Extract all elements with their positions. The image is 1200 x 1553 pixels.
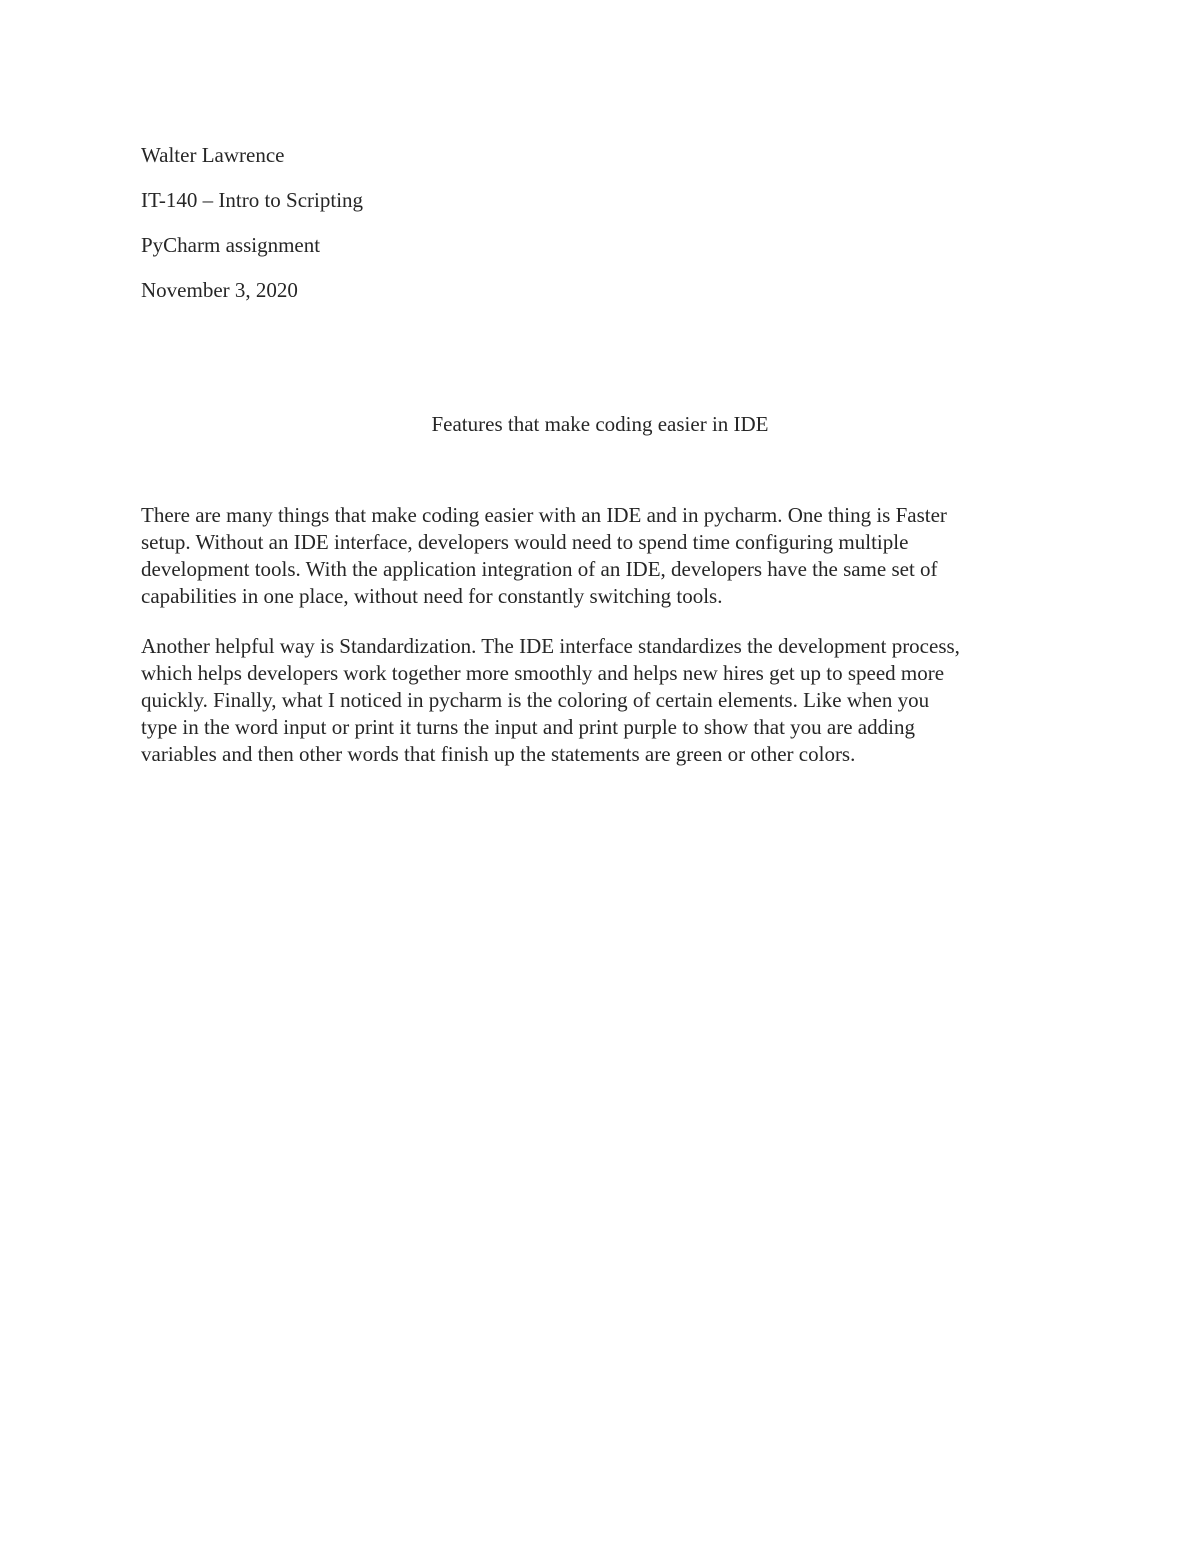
paragraph-line: variables and then other words that finish up the statements are green or other colors. [141, 742, 856, 766]
document-date: November 3, 2020 [141, 278, 298, 302]
paragraph-line: type in the word input or print it turns the input and print purple to show that you are adding [141, 715, 915, 739]
paragraph-line: There are many things that make coding easier with an IDE and in pycharm. One thing is Faster [141, 503, 947, 527]
paragraph-line: setup. Without an IDE interface, developers would need to spend time configuring multiple [141, 530, 909, 554]
document-title: Features that make coding easier in IDE [431, 412, 769, 436]
course-name: IT-140 – Intro to Scripting [141, 188, 364, 212]
paragraph-line: quickly. Finally, what I noticed in pycharm is the coloring of certain elements. Like when you [141, 688, 930, 712]
paragraph-line: capabilities in one place, without need for constantly switching tools. [141, 584, 723, 608]
paragraph-line: development tools. With the application integration of an IDE, developers have the same set of [141, 557, 938, 581]
author-name: Walter Lawrence [141, 143, 285, 167]
document-header [141, 140, 741, 320]
document-body [141, 502, 1071, 791]
paragraph-line: Another helpful way is Standardization. The IDE interface standardizes the development process, [141, 634, 960, 658]
assignment-name: PyCharm assignment [141, 233, 321, 257]
paragraph-line: which helps developers work together more smoothly and helps new hires get up to speed more [141, 661, 945, 685]
body-paragraph [141, 502, 1071, 610]
body-paragraph [141, 633, 1071, 768]
